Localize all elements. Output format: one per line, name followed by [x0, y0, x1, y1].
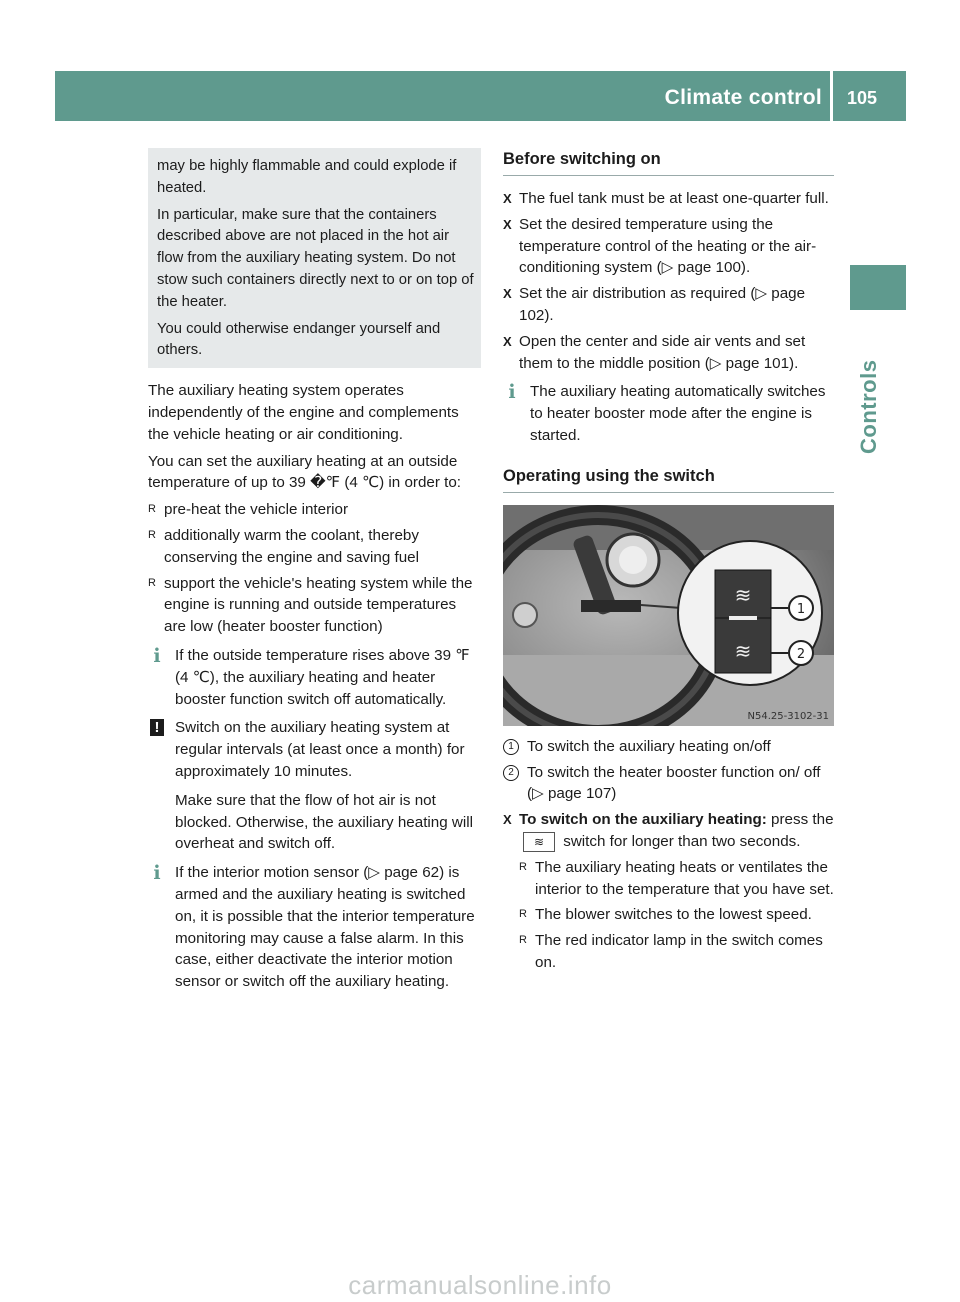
step-text: Set the desired temperature using the temperature control of the heating or the air-conditioning system (▷ page 100). — [519, 215, 817, 277]
info-note-text: If the outside temperature rises above 39 ℉ (4 ℃), the auxiliary heating and heater booster function switch off automatically. — [175, 646, 470, 708]
figure-code: N54.25-3102-31 — [747, 710, 829, 722]
dashboard-photo — [503, 505, 834, 726]
info-note — [503, 381, 834, 446]
section-side-tab: Controls — [856, 359, 881, 454]
chapter-title: Climate control — [664, 86, 822, 109]
heater-icon: ≋ — [523, 832, 555, 852]
warning-text-2: In particular, make sure that the containers described above are not placed in the hot air flow from the auxiliary heating system. Do not stow such containers directly next to or on top of the heater. — [157, 206, 474, 310]
legend-marker: 2 — [503, 765, 519, 781]
info-icon: i — [508, 381, 516, 404]
info-icon: i — [153, 862, 161, 885]
warning-text-3: You could otherwise endanger yourself and others. — [157, 320, 441, 359]
legend-item — [503, 736, 834, 758]
step-item — [503, 331, 834, 375]
step-text: Open the center and side air vents and set them to the middle position (▷ page 101). — [519, 332, 806, 372]
step-arrow-icon: X — [503, 191, 512, 206]
step-arrow-icon: X — [503, 333, 512, 349]
temperature-paragraph: You can set the auxiliary heating at an outside temperature of up to 39 �℉ (4 ℃) in order to: — [148, 452, 462, 492]
info-note — [148, 645, 481, 710]
info-note — [148, 862, 481, 993]
list-item: R The red indicator lamp in the switch comes on. — [519, 930, 834, 974]
legend-text: To switch the auxiliary heating on/off — [527, 737, 771, 755]
list-item: R The auxiliary heating heats or ventilates the interior to the temperature that you have set. — [519, 857, 834, 901]
page-number: 105 — [846, 88, 878, 108]
step-arrow-icon: X — [503, 216, 512, 232]
info-icon: i — [153, 644, 161, 667]
step-arrow-icon: X — [503, 812, 512, 828]
step-item — [503, 809, 834, 853]
caution-note — [148, 717, 481, 782]
dashboard-switch-figure — [503, 505, 834, 726]
step-item — [503, 188, 834, 210]
watermark: carmanualsonline.info — [348, 1270, 612, 1300]
callout-1: 1 — [796, 601, 806, 617]
list-item: R The blower switches to the lowest speed. — [519, 904, 834, 926]
intro-paragraph: The auxiliary heating system operates independently of the engine and complements the vehicle heating or air conditioning. — [148, 382, 459, 443]
callout-2: 2 — [796, 646, 806, 662]
info-note-text: If the interior motion sensor (▷ page 62) is armed and the auxiliary heating is switched on, it is possible that the interior temperature monitoring may cause a false alarm. In this case, either deactivate the interior motion sensor or switch off the auxiliary heating. — [175, 864, 475, 991]
right-column — [503, 148, 834, 978]
list-item: R support the vehicle's heating system while the engine is running and outside temperatures are low (heater booster function) — [148, 573, 481, 638]
section-heading: Operating using the switch — [503, 465, 834, 493]
exclamation-icon: ! — [150, 719, 164, 736]
step-text: switch for longer than two seconds. — [563, 832, 801, 850]
left-column — [148, 148, 481, 997]
info-note-text: The auxiliary heating automatically switches to heater booster mode after the engine is started. — [530, 383, 826, 444]
header-divider — [830, 71, 833, 121]
list-item: R additionally warm the coolant, thereby conserving the engine and saving fuel — [148, 525, 481, 569]
legend-text: To switch the heater booster function on/ off (▷ page 107) — [527, 763, 821, 803]
step-item — [503, 214, 834, 279]
step-text: press the — [771, 811, 834, 829]
side-tab-marker — [850, 265, 906, 310]
section-heading: Before switching on — [503, 148, 834, 176]
caution-note-text: Switch on the auxiliary heating system at regular intervals (at least once a month) for approximately 10 minutes. — [175, 719, 465, 780]
legend-marker: 1 — [503, 739, 519, 755]
heater-symbol-2: ≋ — [734, 638, 752, 663]
warning-box — [148, 148, 481, 368]
heater-symbol-1: ≋ — [734, 582, 752, 607]
step-text: The fuel tank must be at least one-quarter full. — [519, 190, 829, 207]
step-arrow-icon: X — [503, 286, 512, 302]
step-bold-text: To switch on the auxiliary heating: — [519, 811, 767, 829]
step-item — [503, 283, 834, 327]
warning-text-1: may be highly flammable and could explode if heated. — [157, 158, 457, 196]
caution-note-text-2: Make sure that the flow of hot air is not blocked. Otherwise, the auxiliary heating will overheat and switch off. — [175, 791, 473, 853]
list-item: R pre-heat the vehicle interior — [148, 499, 481, 521]
step-text: Set the air distribution as required (▷ page 102). — [519, 285, 806, 324]
legend-item — [503, 762, 834, 806]
